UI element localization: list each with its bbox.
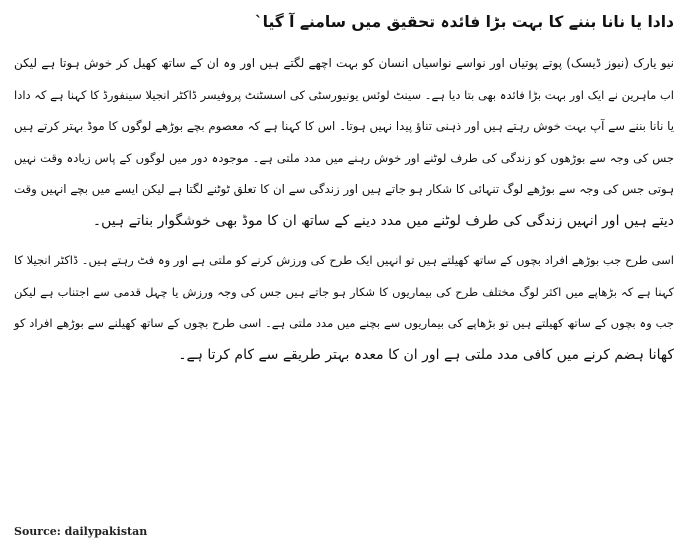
source-credit: Source: dailypakistan xyxy=(14,525,148,538)
paragraph-line: اب ماہرین نے ایک اور بہت بڑا فائدہ بھی بتا دیا ہے۔ سینٹ لوئس یونیورسٹی کی اسسٹنٹ پروفیسر ڈاکٹر انجیلا سینفورڈ کا کہنا ہے کہ دادا xyxy=(14,87,674,102)
paragraph-line: جس کی وجہ سے بوڑھوں کو زندگی کی طرف لوٹنے اور خوش رہنے میں مدد ملتی ہے۔ موجودہ دور میں لوگوں کے پاس زیادہ وقت نہیں xyxy=(14,150,674,165)
paragraph-line: نیو یارک (نیوز ڈیسک) پوتے پوتیاں اور نواسے نواسیاں انسان کو بہت اچھے لگتے ہیں اور وہ ان کے ساتھ کھیل کر خوش ہوتا ہے لیکن xyxy=(14,56,674,70)
paragraph-line: ہوتی جس کی وجہ سے بوڑھے لوگ تنہائی کا شکار ہو جاتے ہیں اور زندگی سے ان کا تعلق ٹوٹنے لگتا ہے لیکن ایسے میں بچے انہیں وقت xyxy=(14,182,674,196)
article-paragraph-2 xyxy=(14,245,674,371)
article xyxy=(14,8,674,548)
paragraph-line: اسی طرح جب بوڑھے افراد بچوں کے ساتھ کھیلتے ہیں تو انہیں ایک طرح کی ورزش کرنے کو ملتی ہے اور وہ فٹ رہتے ہیں۔ ڈاکٹر انجیلا کا xyxy=(14,253,674,267)
paragraph-line: کہنا ہے کہ بڑھاپے میں اکثر لوگ مختلف طرح کی بیماریوں کا شکار ہو جاتے ہیں جس کی وجہ ورزش یا چہل قدمی سے اجتناب ہے لیکن xyxy=(14,284,674,299)
paragraph-line: کھانا ہضم کرنے میں کافی مدد ملتی ہے اور ان کا معدہ بہتر طریقے سے کام کرتا ہے۔ xyxy=(178,346,674,363)
paragraph-line: یا نانا بننے سے آپ بہت خوش رہتے ہیں اور ذہنی تناؤ پیدا نہیں ہوتا۔ اس کا کہنا ہے کہ معصوم بچے بوڑھے لوگوں کا موڈ بہتر کرتے ہیں xyxy=(14,119,674,133)
paragraph-line: دیتے ہیں اور انہیں زندگی کی طرف لوٹنے میں مدد دینے کے ساتھ ان کا موڈ بھی خوشگوار بناتے ہیں۔ xyxy=(92,212,674,229)
paragraph-line: جب وہ بچوں کے ساتھ کھیلتے ہیں تو بڑھاپے کی بیماریوں سے بچنے میں مدد ملتی ہے۔ اسی طرح بچوں کے ساتھ کھیلنے سے بوڑھے افراد کو xyxy=(14,316,674,330)
article-headline: دادا یا نانا بننے کا بہت بڑا فائدہ تحقیق میں سامنے آ گیا` xyxy=(254,13,674,31)
article-paragraph-1 xyxy=(14,48,674,237)
